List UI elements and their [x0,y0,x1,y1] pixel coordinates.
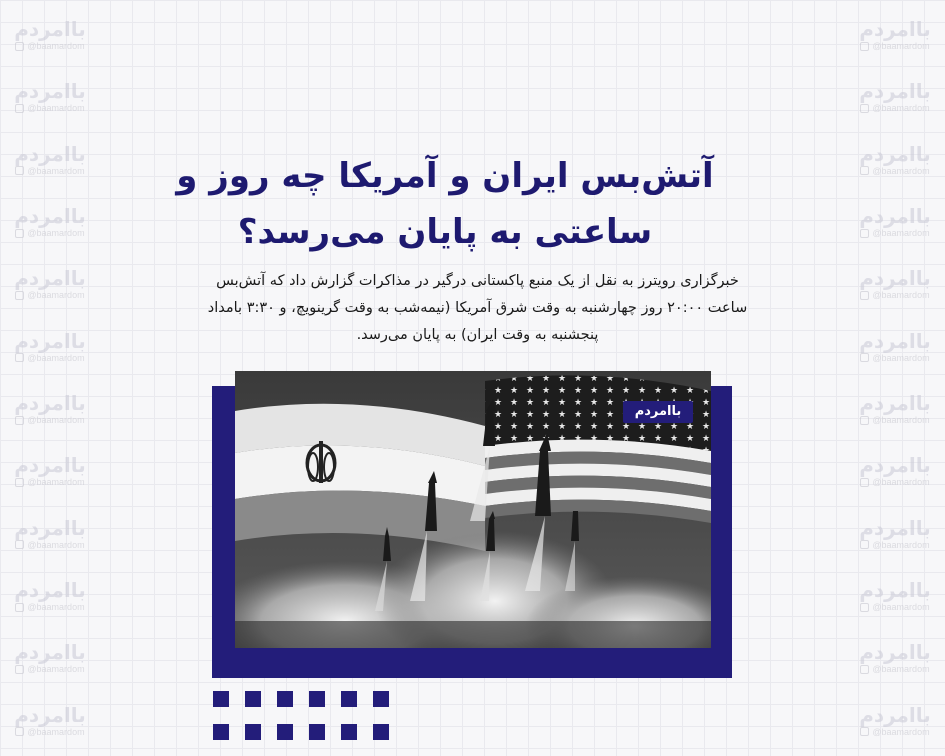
watermark [14,143,86,177]
watermark-logo: باامردم [859,515,931,540]
watermark [14,18,86,52]
watermark-handle: @baamardom [27,228,85,239]
watermark [859,80,931,114]
watermark-logo: باامردم [14,515,86,540]
watermark [14,517,86,551]
instagram-icon [15,229,24,238]
instagram-icon [860,42,869,51]
watermark [14,579,86,613]
watermark-handle: @baamardom [872,539,930,550]
watermark-handle: @baamardom [872,352,930,363]
watermark [14,330,86,364]
watermark-handle: @baamardom [872,477,930,488]
instagram-icon [860,104,869,113]
watermark-handle: @baamardom [872,165,930,176]
watermark-logo: باامردم [859,328,931,353]
article-body: خبرگزاری رویترز به نقل از یک منبع پاکستانی درگیر در مذاکرات گزارش داد که آتش‌بس ساعت ۲۰:۰۰ روز چهارشنبه به وقت شرق آمریکا (نیمه‌شب به وقت گرینویچ، و ۳:۳۰ بامداد پنجشنبه به وقت ایران) به پایان می‌رسد. [207,273,748,343]
instagram-icon [15,478,24,487]
instagram-icon [860,166,869,175]
watermark [14,704,86,738]
instagram-icon [860,540,869,549]
watermark-logo: باامردم [14,17,86,42]
watermark-handle: @baamardom [27,602,85,613]
decorative-square [277,691,293,707]
watermark-logo: باامردم [859,640,931,665]
watermark [859,330,931,364]
watermark-logo: باامردم [14,640,86,665]
instagram-icon [860,353,869,362]
instagram-icon [15,540,24,549]
watermark-logo: باامردم [14,141,86,166]
watermark-handle: @baamardom [872,41,930,52]
watermark [859,704,931,738]
instagram-icon [15,727,24,736]
watermark-handle: @baamardom [27,165,85,176]
decorative-square [245,724,261,740]
watermark [859,205,931,239]
brand-badge: باامردم [623,401,693,423]
watermark [14,267,86,301]
watermark-handle: @baamardom [872,602,930,613]
watermark-logo: باامردم [14,328,86,353]
watermark [859,454,931,488]
watermark-logo: باامردم [859,266,931,291]
decorative-square [341,724,357,740]
watermark-logo: باامردم [14,453,86,478]
watermark-logo: باامردم [859,702,931,727]
watermark-handle: @baamardom [872,228,930,239]
watermark-logo: باامردم [14,702,86,727]
watermark-handle: @baamardom [27,726,85,737]
watermark [859,392,931,426]
watermark-logo: باامردم [859,141,931,166]
watermark-logo: باامردم [859,391,931,416]
instagram-icon [15,291,24,300]
instagram-icon [15,416,24,425]
watermark-logo: باامردم [14,204,86,229]
watermark-column-right [845,0,945,756]
watermark [859,517,931,551]
watermark-handle: @baamardom [27,539,85,550]
headline: آتش‌بس ایران و آمریکا چه روز و ساعتی به پایان می‌رسد؟ [176,156,714,252]
instagram-icon [860,478,869,487]
instagram-icon [15,603,24,612]
watermark [859,641,931,675]
watermark-logo: باامردم [859,204,931,229]
watermark-handle: @baamardom [872,103,930,114]
watermark [859,267,931,301]
decorative-square [373,724,389,740]
instagram-icon [860,291,869,300]
watermark-handle: @baamardom [872,664,930,675]
decorative-square [309,724,325,740]
watermark [14,392,86,426]
instagram-icon [15,166,24,175]
decorative-square [341,691,357,707]
instagram-icon [15,104,24,113]
watermark-handle: @baamardom [872,290,930,301]
instagram-icon [860,727,869,736]
decorative-square [213,691,229,707]
instagram-icon [860,665,869,674]
watermark-logo: باامردم [859,17,931,42]
instagram-icon [860,229,869,238]
watermark [14,205,86,239]
watermark-handle: @baamardom [27,41,85,52]
decorative-square [309,691,325,707]
watermark [14,454,86,488]
watermark-logo: باامردم [859,79,931,104]
watermark-logo: باامردم [14,79,86,104]
instagram-icon [860,603,869,612]
decorative-dot-grid [213,691,393,741]
watermark-handle: @baamardom [27,103,85,114]
watermark [14,641,86,675]
decorative-square [245,691,261,707]
instagram-icon [15,353,24,362]
watermark-handle: @baamardom [872,415,930,426]
watermark-handle: @baamardom [27,664,85,675]
decorative-square [213,724,229,740]
decorative-square [277,724,293,740]
watermark-logo: باامردم [14,578,86,603]
watermark-handle: @baamardom [27,477,85,488]
watermark [14,80,86,114]
watermark [859,143,931,177]
watermark-logo: باامردم [859,578,931,603]
instagram-icon [860,416,869,425]
decorative-square [373,691,389,707]
watermark-handle: @baamardom [27,352,85,363]
iran-usa-flags-missiles-image [235,371,711,648]
watermark-column-left [0,0,100,756]
watermark [859,579,931,613]
watermark-handle: @baamardom [27,415,85,426]
watermark [859,18,931,52]
instagram-icon [15,42,24,51]
watermark-logo: باامردم [14,391,86,416]
watermark-handle: @baamardom [872,726,930,737]
instagram-icon [15,665,24,674]
watermark-logo: باامردم [859,453,931,478]
watermark-logo: باامردم [14,266,86,291]
watermark-handle: @baamardom [27,290,85,301]
